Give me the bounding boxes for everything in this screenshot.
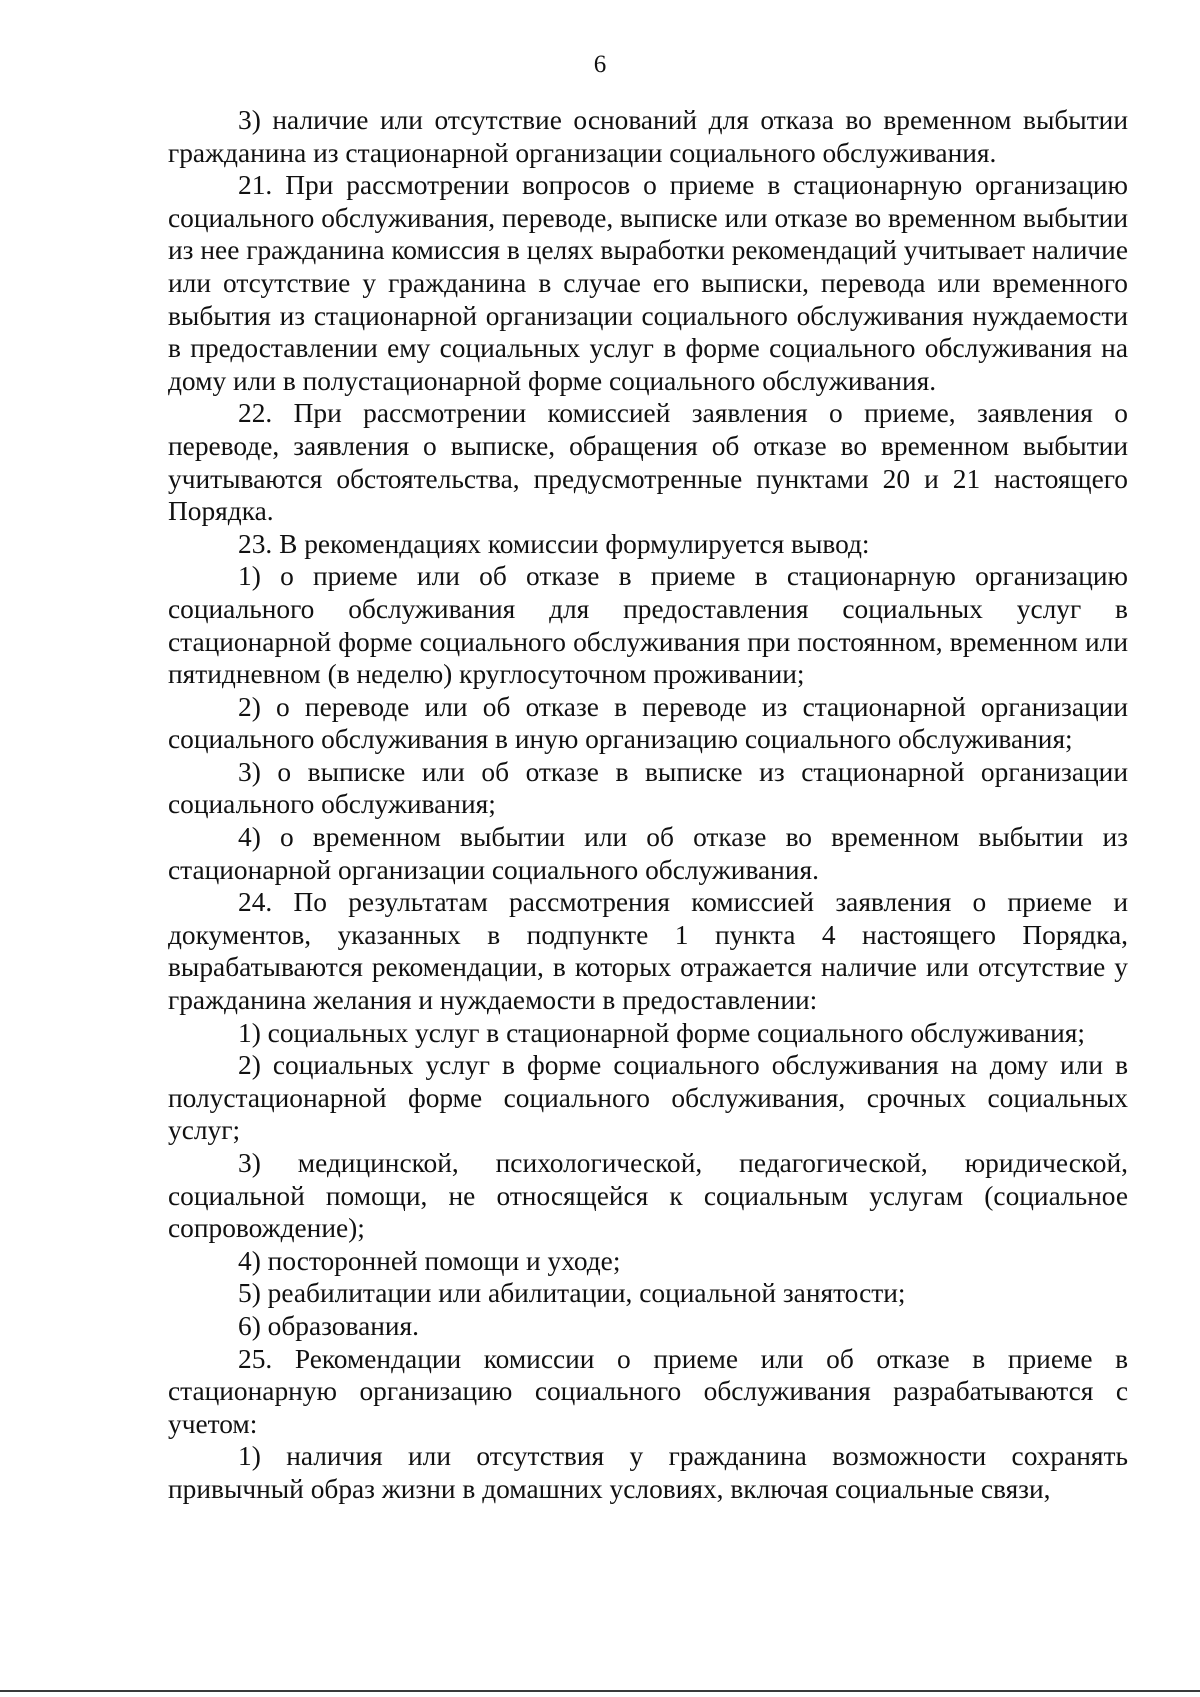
paragraph-23-item-3: 3) о выписке или об отказе в выписке из стационарной организации социального обслуживания; <box>168 756 1128 820</box>
paragraph-23-item-1: 1) о приеме или об отказе в приеме в стационарную организацию социального обслуживания для предоставления социальных услуг в стационарной форме социального обслуживания при постоянном, временном или пятидневном (в неделю) круглосуточном проживании; <box>168 561 1128 690</box>
paragraph-23-item-4: 4) о временном выбытии или об отказе во временном выбытии из стационарной организации социального обслуживания. <box>168 822 1128 885</box>
paragraph-25: 25. Рекомендации комиссии о приеме или об отказе в приеме в стационарную организацию социального обслуживания разрабатываются с учетом: <box>168 1343 1128 1439</box>
paragraph-21: 21. При рассмотрении вопросов о приеме в стационарную организацию социального обслуживания, переводе, выписке или отказе во временном выбытии из нее гражданина комиссия в целях выработки рекомендаций учитывает наличие или отсутствие у гражданина в случае его выписки, перевода или временного выбытия из стационарной организации социального обслуживания нуждаемости в предоставлении ему социальных услуг в форме социального обслуживания на дому или в полустационарной форме социального обслуживания. <box>168 170 1128 396</box>
paragraph-24-item-6: 6) образования. <box>238 1310 419 1341</box>
paragraph-24-item-2: 2) социальных услуг в форме социального обслуживания на дому или в полустационарной форме социального обслуживания, срочных социальных услуг; <box>168 1050 1128 1146</box>
paragraph-24-item-4: 4) посторонней помощи и уходе; <box>238 1245 621 1276</box>
document-body <box>168 104 1128 1506</box>
paragraph-24: 24. По результатам рассмотрения комиссией заявления о приеме и документов, указанных в подпункте 1 пункта 4 настоящего Порядка, вырабатываются рекомендации, в которых отражается наличие или отсутствие у гражданина желания и нуждаемости в предоставлении: <box>168 887 1128 1016</box>
paragraph-24-item-3: 3) медицинской, психологической, педагогической, юридической, социальной помощи, не относящейся к социальным услугам (социальное сопровождение); <box>168 1148 1128 1244</box>
paragraph-25-item-1: 1) наличия или отсутствия у гражданина возможности сохранять привычный образ жизни в домашних условиях, включая социальные связи, <box>168 1441 1128 1504</box>
page-number: 6 <box>593 51 607 78</box>
paragraph-23: 23. В рекомендациях комиссии формулируется вывод: <box>238 528 870 559</box>
paragraph-22: 22. При рассмотрении комиссией заявления о приеме, заявления о переводе, заявления о выписке, обращения об отказе во временном выбытии учитываются обстоятельства, предусмотренные пунктами 20 и 21 настоящего Порядка. <box>168 398 1128 527</box>
paragraph-item-3-closing: 3) наличие или отсутствие оснований для отказа во временном выбытии гражданина из стационарной организации социального обслуживания. <box>168 105 1128 168</box>
page-bottom-edge <box>0 1690 1200 1692</box>
paragraph-24-item-1: 1) социальных услуг в стационарной форме социального обслуживания; <box>238 1017 1085 1048</box>
paragraph-23-item-2: 2) о переводе или об отказе в переводе из стационарной организации социального обслуживания в иную организацию социального обслуживания; <box>168 691 1128 755</box>
paragraph-24-item-5: 5) реабилитации или абилитации, социальной занятости; <box>238 1278 906 1309</box>
